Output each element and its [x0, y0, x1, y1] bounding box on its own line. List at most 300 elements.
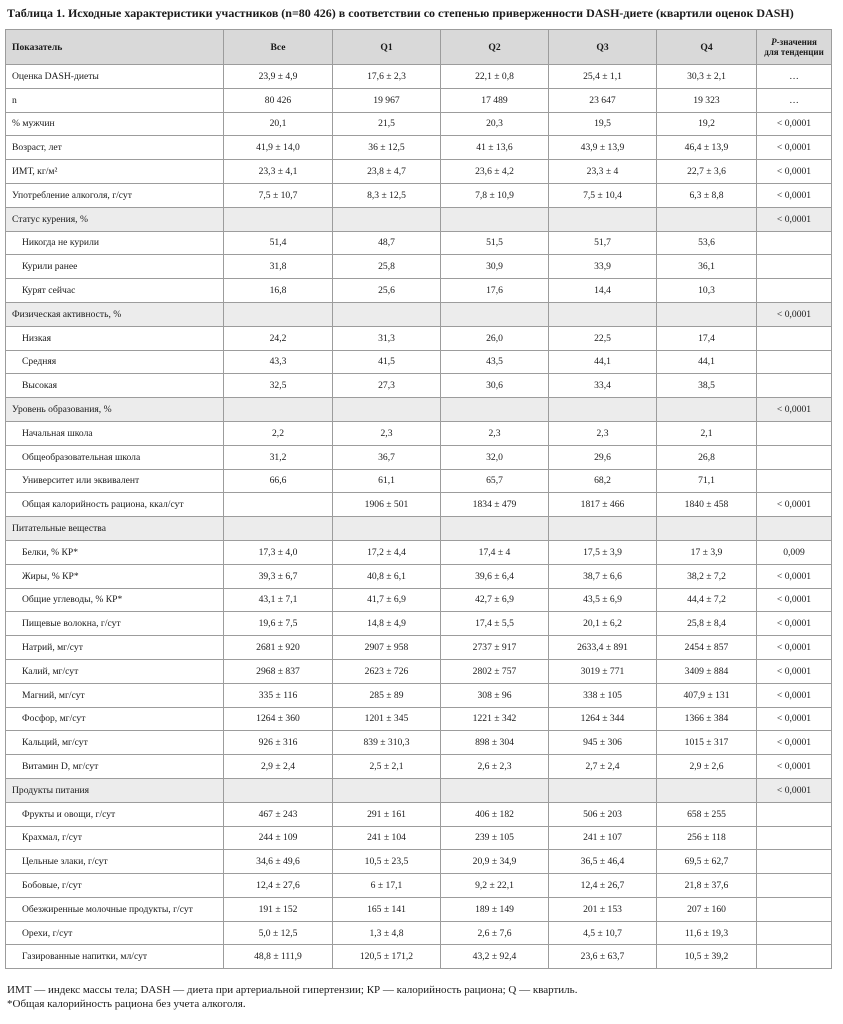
cell-q3: [549, 207, 657, 231]
cell-q4: 25,8 ± 8,4: [657, 612, 757, 636]
cell-q2: 17 489: [441, 88, 549, 112]
cell-label: Обезжиренные молочные продукты, г/сут: [6, 897, 224, 921]
table-row: [6, 255, 832, 279]
cell-all: 43,1 ± 7,1: [224, 588, 333, 612]
cell-q3: 3019 ± 771: [549, 659, 657, 683]
cell-p-trend: < 0,0001: [757, 778, 832, 802]
cell-q3: 43,5 ± 6,9: [549, 588, 657, 612]
cell-label: Средняя: [6, 350, 224, 374]
cell-p-trend: [757, 421, 832, 445]
cell-all: 467 ± 243: [224, 802, 333, 826]
cell-p-trend: < 0,0001: [757, 636, 832, 660]
cell-p-trend: < 0,0001: [757, 755, 832, 779]
cell-q4: 1366 ± 384: [657, 707, 757, 731]
cell-q4: 17 ± 3,9: [657, 540, 757, 564]
cell-label: Общеобразовательная школа: [6, 445, 224, 469]
cell-all: 191 ± 152: [224, 897, 333, 921]
cell-all: 32,5: [224, 374, 333, 398]
table-row: [6, 183, 832, 207]
cell-q3: 25,4 ± 1,1: [549, 65, 657, 89]
cell-q1: [333, 778, 441, 802]
cell-q2: 2,3: [441, 421, 549, 445]
cell-all: 39,3 ± 6,7: [224, 564, 333, 588]
cell-q1: 41,7 ± 6,9: [333, 588, 441, 612]
table-row: [6, 279, 832, 303]
cell-q4: 11,6 ± 19,3: [657, 921, 757, 945]
cell-q1: 25,6: [333, 279, 441, 303]
cell-label: Питательные вещества: [6, 517, 224, 541]
cell-q3: 1264 ± 344: [549, 707, 657, 731]
cell-all: [224, 517, 333, 541]
cell-q2: 43,2 ± 92,4: [441, 945, 549, 969]
table-row: [6, 112, 832, 136]
cell-q2: 2,6 ± 7,6: [441, 921, 549, 945]
cell-all: 34,6 ± 49,6: [224, 850, 333, 874]
cell-q1: 21,5: [333, 112, 441, 136]
cell-q1: 17,2 ± 4,4: [333, 540, 441, 564]
table-row: [6, 731, 832, 755]
cell-label: Уровень образования, %: [6, 398, 224, 422]
cell-q2: 17,4 ± 5,5: [441, 612, 549, 636]
cell-q3: 2,7 ± 2,4: [549, 755, 657, 779]
cell-q1: 10,5 ± 23,5: [333, 850, 441, 874]
cell-q2: 2,6 ± 2,3: [441, 755, 549, 779]
cell-q4: [657, 778, 757, 802]
cell-q2: 20,3: [441, 112, 549, 136]
cell-q2: 65,7: [441, 469, 549, 493]
cell-q2: 9,2 ± 22,1: [441, 874, 549, 898]
cell-p-trend: [757, 874, 832, 898]
cell-p-trend: < 0,0001: [757, 207, 832, 231]
cell-q3: 38,7 ± 6,6: [549, 564, 657, 588]
header-q3: Q3: [549, 30, 657, 65]
footnote-asterisk: *Общая калорийность рациона без учета алкоголя.: [7, 998, 246, 1010]
cell-all: 244 ± 109: [224, 826, 333, 850]
header-q1: Q1: [333, 30, 441, 65]
table-row: [6, 921, 832, 945]
cell-q3: 33,4: [549, 374, 657, 398]
cell-q2: 239 ± 105: [441, 826, 549, 850]
cell-q2: 1834 ± 479: [441, 493, 549, 517]
cell-q3: 20,1 ± 6,2: [549, 612, 657, 636]
table-row: [6, 493, 832, 517]
cell-q4: 407,9 ± 131: [657, 683, 757, 707]
cell-q2: 20,9 ± 34,9: [441, 850, 549, 874]
cell-p-trend: < 0,0001: [757, 612, 832, 636]
cell-q2: 39,6 ± 6,4: [441, 564, 549, 588]
cell-q3: 44,1: [549, 350, 657, 374]
cell-p-trend: [757, 921, 832, 945]
cell-q3: 17,5 ± 3,9: [549, 540, 657, 564]
cell-label: Орехи, г/сут: [6, 921, 224, 945]
cell-p-trend: [757, 350, 832, 374]
cell-all: 51,4: [224, 231, 333, 255]
table-row: [6, 850, 832, 874]
cell-q3: 14,4: [549, 279, 657, 303]
header-p-line1: -значения: [776, 37, 817, 47]
cell-q1: [333, 207, 441, 231]
cell-p-trend: [757, 850, 832, 874]
section-row: [6, 207, 832, 231]
table-row: [6, 826, 832, 850]
header-all: Все: [224, 30, 333, 65]
cell-label: Общие углеводы, % КР*: [6, 588, 224, 612]
cell-p-trend: [757, 374, 832, 398]
cell-q3: 1817 ± 466: [549, 493, 657, 517]
cell-p-trend: [757, 445, 832, 469]
cell-label: % мужчин: [6, 112, 224, 136]
cell-q4: 69,5 ± 62,7: [657, 850, 757, 874]
cell-label: Фрукты и овощи, г/сут: [6, 802, 224, 826]
cell-p-trend: < 0,0001: [757, 731, 832, 755]
cell-q1: 23,8 ± 4,7: [333, 160, 441, 184]
table-row: [6, 802, 832, 826]
table-row: [6, 874, 832, 898]
cell-all: [224, 207, 333, 231]
cell-q3: 506 ± 203: [549, 802, 657, 826]
cell-q1: [333, 517, 441, 541]
cell-q4: 38,5: [657, 374, 757, 398]
table-row: [6, 65, 832, 89]
cell-label: Низкая: [6, 326, 224, 350]
cell-q1: 40,8 ± 6,1: [333, 564, 441, 588]
cell-q3: 945 ± 306: [549, 731, 657, 755]
baseline-characteristics-table: [5, 29, 832, 969]
cell-p-trend: [757, 326, 832, 350]
cell-q1: 8,3 ± 12,5: [333, 183, 441, 207]
cell-label: Кальций, мг/сут: [6, 731, 224, 755]
cell-q1: 1201 ± 345: [333, 707, 441, 731]
header-q4: Q4: [657, 30, 757, 65]
cell-q2: 406 ± 182: [441, 802, 549, 826]
cell-label: Курили ранее: [6, 255, 224, 279]
cell-q1: 165 ± 141: [333, 897, 441, 921]
cell-label: Употребление алкоголя, г/сут: [6, 183, 224, 207]
cell-p-trend: [757, 826, 832, 850]
cell-all: 16,8: [224, 279, 333, 303]
cell-q1: 1906 ± 501: [333, 493, 441, 517]
cell-all: 12,4 ± 27,6: [224, 874, 333, 898]
table-row: [6, 540, 832, 564]
cell-q4: 19,2: [657, 112, 757, 136]
cell-p-trend: < 0,0001: [757, 707, 832, 731]
cell-p-trend: …: [757, 65, 832, 89]
cell-p-trend: < 0,0001: [757, 160, 832, 184]
cell-label: Фосфор, мг/сут: [6, 707, 224, 731]
cell-q4: 2454 ± 857: [657, 636, 757, 660]
cell-all: 48,8 ± 111,9: [224, 945, 333, 969]
section-row: [6, 778, 832, 802]
cell-q2: [441, 778, 549, 802]
cell-q3: 2,3: [549, 421, 657, 445]
cell-all: 80 426: [224, 88, 333, 112]
header-indicator: Показатель: [6, 30, 224, 65]
section-row: [6, 398, 832, 422]
cell-q2: 17,4 ± 4: [441, 540, 549, 564]
cell-q1: 1,3 ± 4,8: [333, 921, 441, 945]
section-row: [6, 517, 832, 541]
cell-q4: 21,8 ± 37,6: [657, 874, 757, 898]
cell-p-trend: [757, 945, 832, 969]
cell-q1: 291 ± 161: [333, 802, 441, 826]
cell-all: 31,2: [224, 445, 333, 469]
cell-label: Статус курения, %: [6, 207, 224, 231]
cell-q1: 14,8 ± 4,9: [333, 612, 441, 636]
cell-all: 2,2: [224, 421, 333, 445]
cell-q1: [333, 302, 441, 326]
cell-q3: [549, 778, 657, 802]
cell-q4: [657, 517, 757, 541]
cell-q2: 17,6: [441, 279, 549, 303]
cell-q1: 25,8: [333, 255, 441, 279]
cell-p-trend: < 0,0001: [757, 493, 832, 517]
cell-q2: 23,6 ± 4,2: [441, 160, 549, 184]
cell-q3: 36,5 ± 46,4: [549, 850, 657, 874]
table-caption: Таблица 1. Исходные характеристики участников (n=80 426) в соответствии со степенью приверженности DASH-диете (квартили оценок DASH): [7, 6, 794, 20]
cell-q2: 189 ± 149: [441, 897, 549, 921]
cell-q3: [549, 398, 657, 422]
cell-q2: 30,6: [441, 374, 549, 398]
cell-q3: 51,7: [549, 231, 657, 255]
cell-label: Начальная школа: [6, 421, 224, 445]
cell-q4: 6,3 ± 8,8: [657, 183, 757, 207]
cell-q3: 7,5 ± 10,4: [549, 183, 657, 207]
cell-q1: [333, 398, 441, 422]
table-row: [6, 374, 832, 398]
cell-q3: 43,9 ± 13,9: [549, 136, 657, 160]
cell-q3: 2633,4 ± 891: [549, 636, 657, 660]
cell-q2: 7,8 ± 10,9: [441, 183, 549, 207]
cell-all: 1264 ± 360: [224, 707, 333, 731]
cell-q2: 898 ± 304: [441, 731, 549, 755]
cell-q1: 120,5 ± 171,2: [333, 945, 441, 969]
table-row: [6, 326, 832, 350]
cell-q2: 22,1 ± 0,8: [441, 65, 549, 89]
table-row: [6, 88, 832, 112]
cell-q1: 27,3: [333, 374, 441, 398]
cell-label: Высокая: [6, 374, 224, 398]
cell-q2: 308 ± 96: [441, 683, 549, 707]
cell-q4: 10,5 ± 39,2: [657, 945, 757, 969]
cell-q3: [549, 302, 657, 326]
cell-label: Общая калорийность рациона, ккал/сут: [6, 493, 224, 517]
cell-q1: 17,6 ± 2,3: [333, 65, 441, 89]
cell-label: Физическая активность, %: [6, 302, 224, 326]
cell-label: Продукты питания: [6, 778, 224, 802]
header-q2: Q2: [441, 30, 549, 65]
cell-q3: 23,3 ± 4: [549, 160, 657, 184]
cell-p-trend: [757, 517, 832, 541]
cell-q4: 19 323: [657, 88, 757, 112]
cell-q4: 17,4: [657, 326, 757, 350]
cell-all: 41,9 ± 14,0: [224, 136, 333, 160]
cell-q4: 22,7 ± 3,6: [657, 160, 757, 184]
cell-q2: 30,9: [441, 255, 549, 279]
table-header: [6, 30, 832, 65]
cell-q4: 36,1: [657, 255, 757, 279]
cell-q4: 10,3: [657, 279, 757, 303]
cell-q1: 31,3: [333, 326, 441, 350]
cell-q1: 36 ± 12,5: [333, 136, 441, 160]
cell-label: Белки, % КР*: [6, 540, 224, 564]
cell-q2: [441, 302, 549, 326]
cell-q4: 44,4 ± 7,2: [657, 588, 757, 612]
cell-label: Бобовые, г/сут: [6, 874, 224, 898]
cell-q1: 2907 ± 958: [333, 636, 441, 660]
cell-p-trend: 0,009: [757, 540, 832, 564]
cell-all: 2968 ± 837: [224, 659, 333, 683]
cell-all: [224, 493, 333, 517]
cell-q4: 1840 ± 458: [657, 493, 757, 517]
cell-q4: 3409 ± 884: [657, 659, 757, 683]
header-p-italic: P: [771, 37, 777, 47]
cell-q3: 68,2: [549, 469, 657, 493]
cell-p-trend: [757, 469, 832, 493]
cell-q2: 41 ± 13,6: [441, 136, 549, 160]
table-row: [6, 659, 832, 683]
cell-q1: 48,7: [333, 231, 441, 255]
cell-q4: 2,1: [657, 421, 757, 445]
cell-q3: 33,9: [549, 255, 657, 279]
table-row: [6, 160, 832, 184]
cell-p-trend: < 0,0001: [757, 683, 832, 707]
cell-p-trend: < 0,0001: [757, 302, 832, 326]
cell-all: [224, 302, 333, 326]
cell-q3: 23 647: [549, 88, 657, 112]
cell-all: 17,3 ± 4,0: [224, 540, 333, 564]
header-p-trend: [757, 30, 832, 65]
cell-q2: 32,0: [441, 445, 549, 469]
cell-q3: 19,5: [549, 112, 657, 136]
cell-all: 23,9 ± 4,9: [224, 65, 333, 89]
cell-p-trend: < 0,0001: [757, 183, 832, 207]
cell-all: 926 ± 316: [224, 731, 333, 755]
cell-q2: 1221 ± 342: [441, 707, 549, 731]
cell-q2: 26,0: [441, 326, 549, 350]
cell-p-trend: [757, 802, 832, 826]
cell-q4: 30,3 ± 2,1: [657, 65, 757, 89]
cell-label: Витамин D, мг/сут: [6, 755, 224, 779]
cell-q2: 43,5: [441, 350, 549, 374]
cell-p-trend: [757, 279, 832, 303]
table-body: [6, 65, 832, 969]
cell-all: 19,6 ± 7,5: [224, 612, 333, 636]
cell-label: Газированные напитки, мл/сут: [6, 945, 224, 969]
cell-q1: 41,5: [333, 350, 441, 374]
cell-q1: 36,7: [333, 445, 441, 469]
cell-all: 66,6: [224, 469, 333, 493]
header-p-line2: для тенденции: [764, 47, 824, 57]
cell-p-trend: < 0,0001: [757, 564, 832, 588]
cell-q3: 22,5: [549, 326, 657, 350]
table-footnotes: [7, 983, 837, 1011]
table-row: [6, 612, 832, 636]
cell-q1: 839 ± 310,3: [333, 731, 441, 755]
cell-q3: [549, 517, 657, 541]
cell-q3: 4,5 ± 10,7: [549, 921, 657, 945]
cell-p-trend: < 0,0001: [757, 588, 832, 612]
table-row: [6, 564, 832, 588]
cell-q1: 2623 ± 726: [333, 659, 441, 683]
cell-q1: 61,1: [333, 469, 441, 493]
cell-q4: 207 ± 160: [657, 897, 757, 921]
table-row: [6, 945, 832, 969]
cell-q3: 23,6 ± 63,7: [549, 945, 657, 969]
cell-q4: 1015 ± 317: [657, 731, 757, 755]
cell-p-trend: [757, 897, 832, 921]
footnote-abbreviations: ИМТ — индекс массы тела; DASH — диета при артериальной гипертензии; КР — калорийность рациона; Q — квартиль.: [7, 984, 578, 996]
cell-label: Натрий, мг/сут: [6, 636, 224, 660]
cell-all: 20,1: [224, 112, 333, 136]
cell-q3: 29,6: [549, 445, 657, 469]
cell-label: Калий, мг/сут: [6, 659, 224, 683]
cell-p-trend: [757, 255, 832, 279]
cell-label: Никогда не курили: [6, 231, 224, 255]
cell-label: Оценка DASH-диеты: [6, 65, 224, 89]
cell-q4: 46,4 ± 13,9: [657, 136, 757, 160]
cell-q4: [657, 302, 757, 326]
cell-q4: [657, 207, 757, 231]
table-row: [6, 588, 832, 612]
header-row: [6, 30, 832, 65]
cell-all: 7,5 ± 10,7: [224, 183, 333, 207]
cell-q1: 19 967: [333, 88, 441, 112]
cell-q1: 2,3: [333, 421, 441, 445]
table-row: [6, 707, 832, 731]
cell-q3: 12,4 ± 26,7: [549, 874, 657, 898]
cell-q4: 38,2 ± 7,2: [657, 564, 757, 588]
cell-all: 2,9 ± 2,4: [224, 755, 333, 779]
cell-q2: [441, 398, 549, 422]
cell-all: 31,8: [224, 255, 333, 279]
table-row: [6, 231, 832, 255]
cell-label: Жиры, % КР*: [6, 564, 224, 588]
cell-q4: 26,8: [657, 445, 757, 469]
cell-q1: 6 ± 17,1: [333, 874, 441, 898]
cell-q3: 338 ± 105: [549, 683, 657, 707]
cell-p-trend: < 0,0001: [757, 136, 832, 160]
cell-q2: [441, 517, 549, 541]
cell-label: Цельные злаки, г/сут: [6, 850, 224, 874]
cell-q4: 658 ± 255: [657, 802, 757, 826]
cell-label: Возраст, лет: [6, 136, 224, 160]
cell-q2: [441, 207, 549, 231]
cell-q3: 241 ± 107: [549, 826, 657, 850]
cell-p-trend: < 0,0001: [757, 659, 832, 683]
cell-all: 43,3: [224, 350, 333, 374]
section-row: [6, 302, 832, 326]
cell-q1: 2,5 ± 2,1: [333, 755, 441, 779]
cell-label: n: [6, 88, 224, 112]
cell-all: [224, 778, 333, 802]
table-row: [6, 683, 832, 707]
cell-all: 24,2: [224, 326, 333, 350]
cell-q4: 53,6: [657, 231, 757, 255]
cell-all: [224, 398, 333, 422]
cell-all: 23,3 ± 4,1: [224, 160, 333, 184]
cell-label: Университет или эквивалент: [6, 469, 224, 493]
cell-q3: 201 ± 153: [549, 897, 657, 921]
cell-q1: 285 ± 89: [333, 683, 441, 707]
table-row: [6, 136, 832, 160]
cell-all: 5,0 ± 12,5: [224, 921, 333, 945]
cell-q2: 42,7 ± 6,9: [441, 588, 549, 612]
cell-p-trend: < 0,0001: [757, 112, 832, 136]
cell-label: Пищевые волокна, г/сут: [6, 612, 224, 636]
cell-all: 335 ± 116: [224, 683, 333, 707]
table-row: [6, 636, 832, 660]
table-row: [6, 469, 832, 493]
